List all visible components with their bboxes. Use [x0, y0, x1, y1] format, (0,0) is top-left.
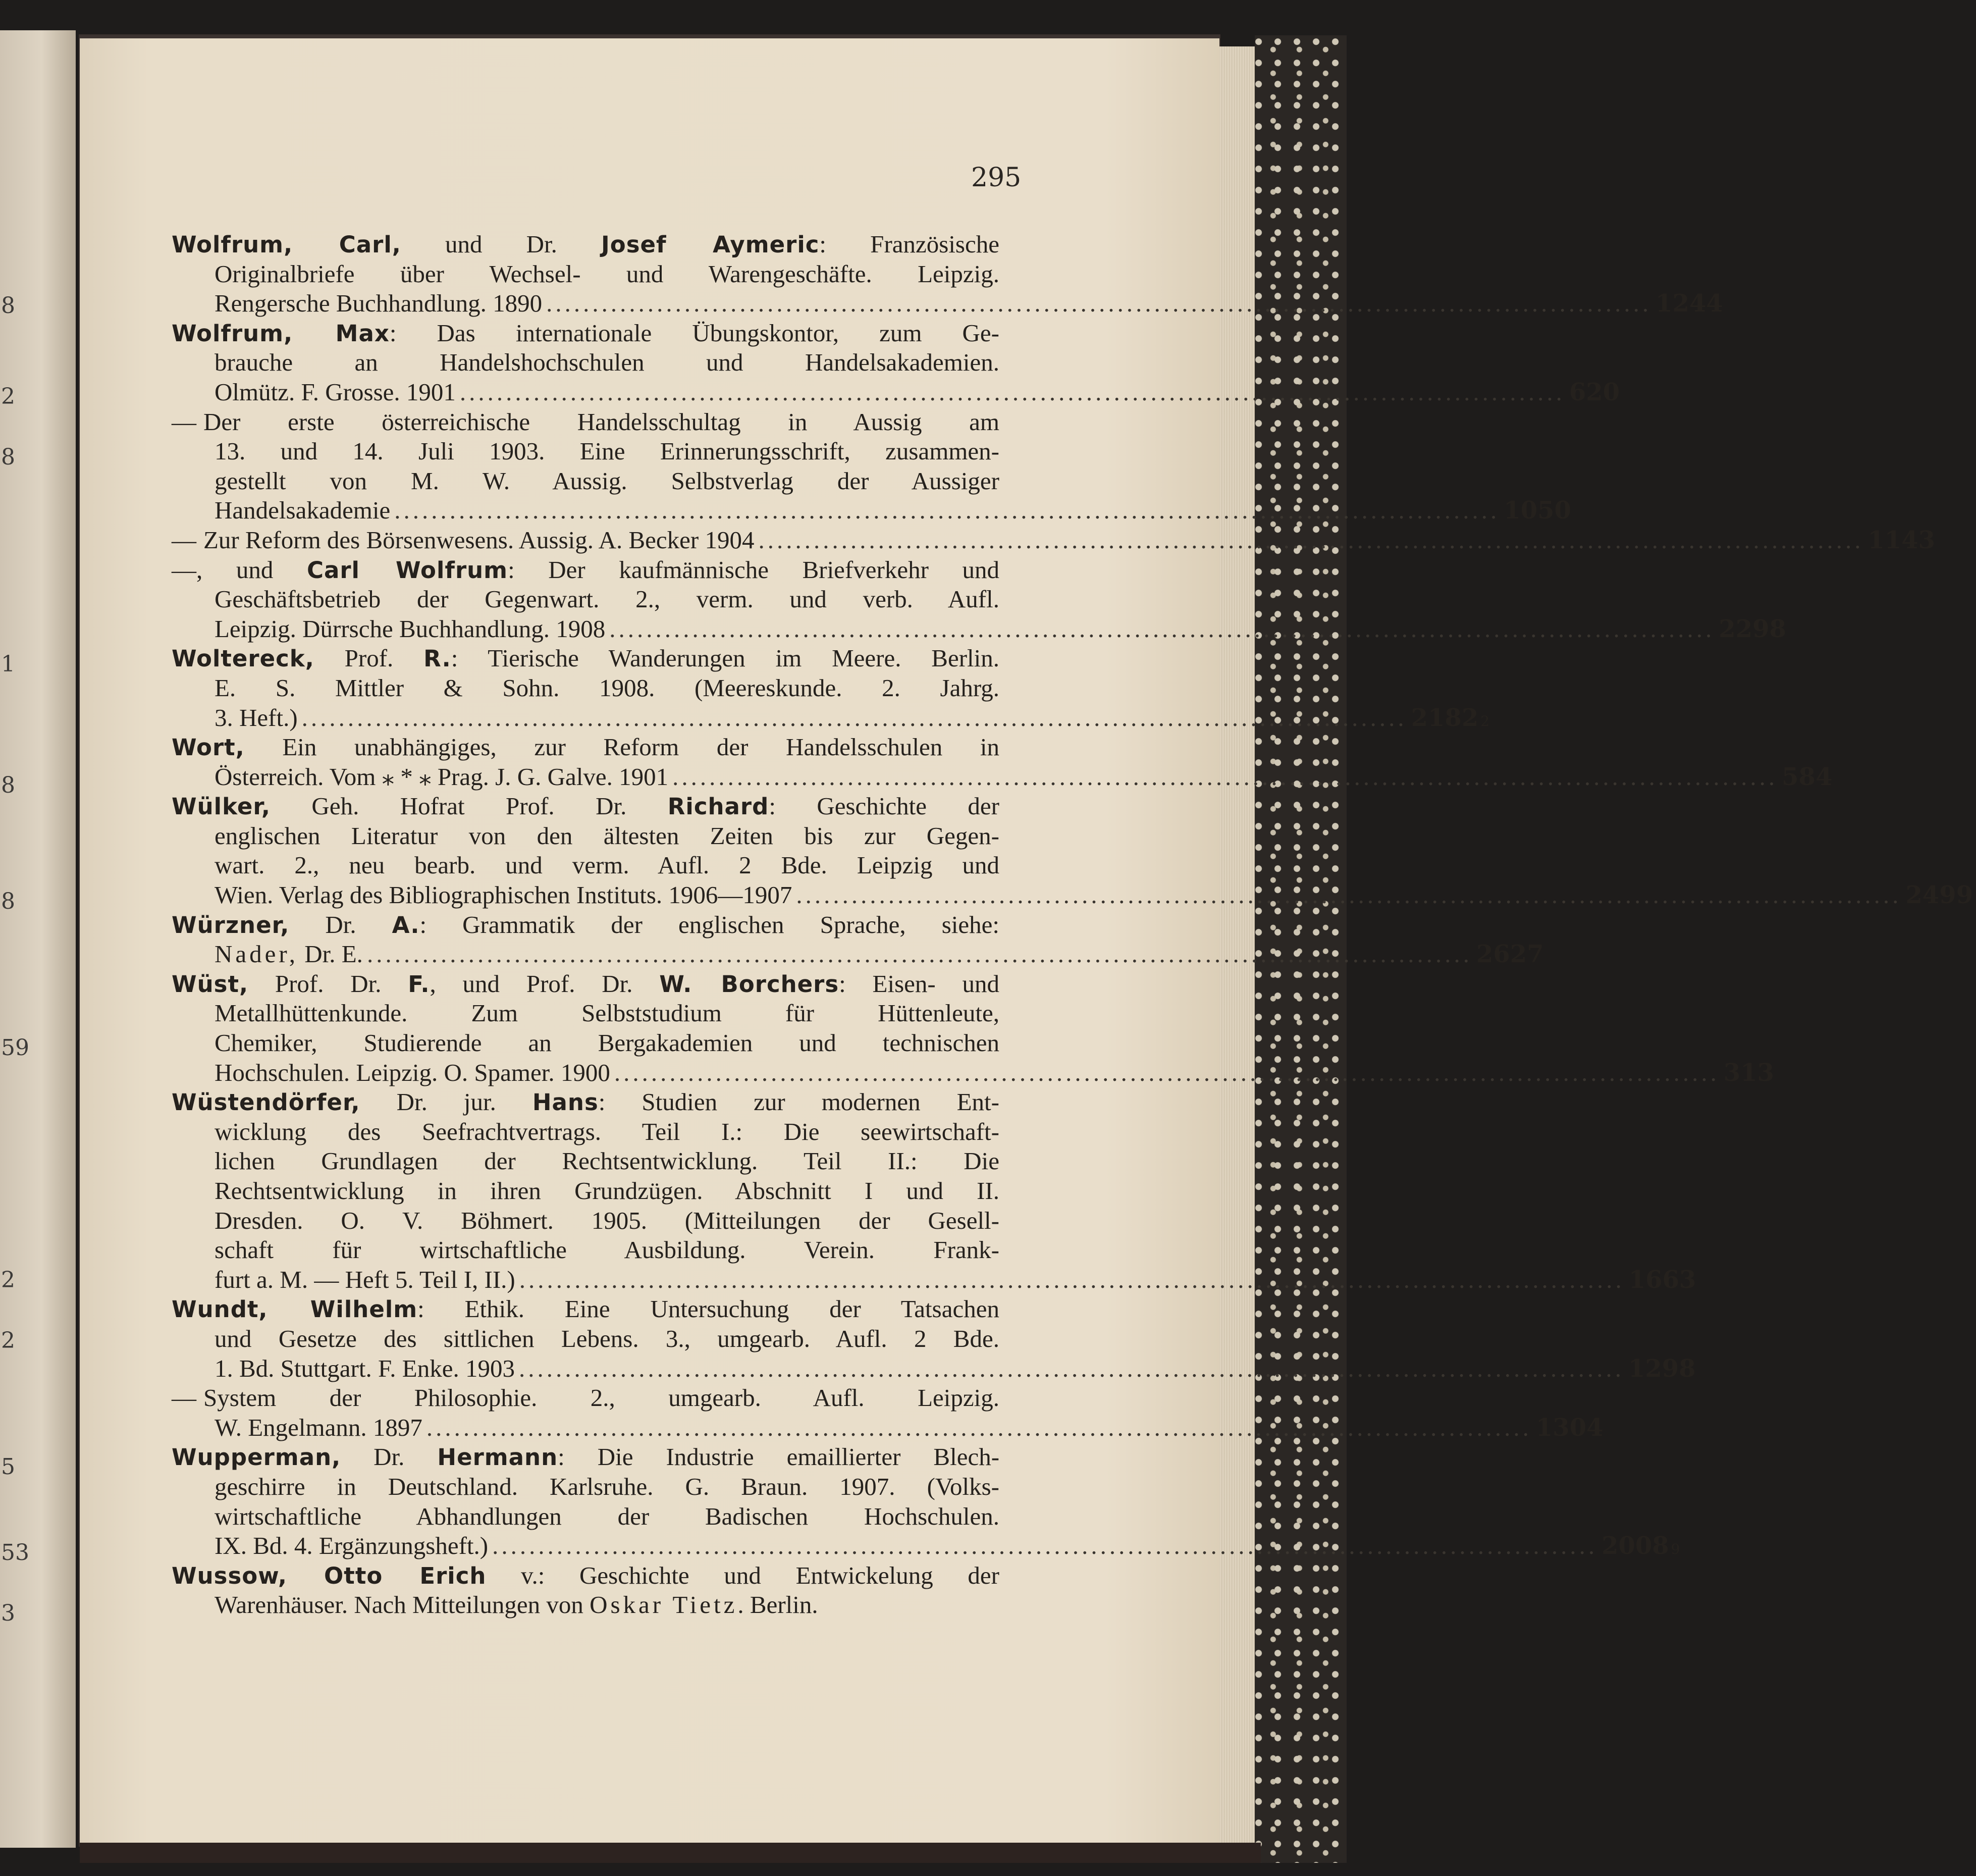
entry-wort — [172, 733, 1833, 792]
entry-last-line: Handelsakademie ........................................................................................................................ 1050 — [172, 496, 999, 526]
leader-dots: ........................................................................................................................ — [519, 1265, 1625, 1293]
catalog-number: 2008 9 — [1601, 1532, 1680, 1560]
entry-line: Originalbriefe über Wechsel- und Warengeschäfte. Leipzig. — [215, 259, 999, 288]
leader-dots: ........................................................................................................................ — [518, 1354, 1624, 1382]
edge-glyph: 5 — [1, 1454, 15, 1480]
entry-last-line: Nader, Dr. E. ........................................................................................................................ 2627 — [172, 940, 999, 969]
entry-wolfrum-carl — [172, 230, 1723, 319]
entry-line: schaft für wirtschaftliche Ausbildung. Verein. Frank- — [215, 1236, 999, 1264]
entry-line: Rechtsentwicklung in ihren Grundzügen. Abschnitt I und II. — [215, 1177, 999, 1205]
entry-line: —, und Carl Wolfrum: Der kaufmännische Briefverkehr und — [172, 555, 999, 584]
leader-dots: ........................................................................................................................ — [426, 1413, 1532, 1441]
entry-last-line: furt a. M. — Heft 5. Teil I, II.) ........................................................................................................................ 1663 — [172, 1265, 999, 1295]
page-number: 295 — [971, 163, 1022, 193]
entry-line: gestellt von M. W. Aussig. Selbstverlag der Aussiger — [215, 466, 999, 495]
catalog-number: 584 — [1782, 762, 1833, 791]
catalog-number: 1663 — [1628, 1265, 1696, 1294]
entry-line: Dresden. O. V. Böhmert. 1905. (Mitteilungen der Gesell- — [215, 1206, 999, 1234]
entry-line: — System der Philosophie. 2., umgearb. Aufl. Leipzig. — [172, 1384, 999, 1412]
entry-last-line: Olmütz. F. Grosse. 1901 ........................................................................................................................ 620 — [172, 378, 999, 407]
entry-last-line: Leipzig. Dürrsche Buchhandlung. 1908 ........................................................................................................................ 2298 — [172, 614, 999, 644]
bibliography-list — [172, 230, 1973, 1620]
entry-handelsschultag — [172, 407, 1571, 526]
entry-line: und Gesetze des sittlichen Lebens. 3., umgearb. Aufl. 2 Bde. — [215, 1324, 999, 1352]
catalog-number: 1050 — [1504, 496, 1571, 525]
entry-line: geschirre in Deutschland. Karlsruhe. G. Braun. 1907. (Volks- — [215, 1472, 999, 1500]
entry-line: lichen Grundlagen der Rechtsentwicklung. Teil II.: Die — [215, 1147, 999, 1175]
entry-line: Wupperman, Dr. Hermann: Die Industrie emaillierter Blech- — [172, 1443, 1000, 1471]
edge-glyph: 3 — [1, 1600, 15, 1626]
edge-glyph: 8 — [1, 444, 15, 470]
entry-last-line: Warenhäuser. Nach Mitteilungen von Oskar Tietz. Berlin. — [215, 1591, 818, 1619]
leader-dots: ........................................................................................................................ — [301, 703, 1407, 732]
edge-glyph: 2 — [1, 384, 15, 409]
entry-wundt-ethik — [172, 1294, 1696, 1383]
entry-wupperman — [172, 1442, 1680, 1560]
entry-line: Chemiker, Studierende an Bergakademien und technischen — [215, 1029, 999, 1057]
entry-wuest — [172, 969, 1775, 1087]
entry-line: Wundt, Wilhelm: Ethik. Eine Untersuchung der Tatsachen — [172, 1295, 999, 1323]
entry-line: Metallhüttenkunde. Zum Selbststudium für Hüttenleute, — [215, 999, 999, 1027]
entry-line: Wussow, Otto Erich v.: Geschichte und Entwickelung der — [172, 1561, 999, 1589]
edge-glyph: 59 — [1, 1035, 29, 1061]
entry-line: Geschäftsbetrieb der Gegenwart. 2., verm. und verb. Aufl. — [215, 585, 999, 613]
entry-line: — Zur Reform des Börsenwesens. Aussig. A. Becker 1904 ........................................................................................................................ 1143 — [172, 526, 999, 555]
entry-line: englischen Literatur von den ältesten Zeiten bis zur Gegen- — [215, 821, 999, 850]
entry-wundt-system — [172, 1383, 1604, 1442]
leader-dots: ........................................................................................................................ — [546, 289, 1652, 318]
catalog-number: 1298 — [1628, 1354, 1696, 1383]
entry-last-line: Wien. Verlag des Bibliographischen Instituts. 1906—1907 ........................................................................................................................ 2499 — [172, 880, 999, 910]
catalog-number: 620 — [1569, 378, 1620, 406]
previous-page-glyphs — [0, 0, 29, 1876]
entry-line: — Der erste österreichische Handelsschultag in Aussig am — [172, 407, 999, 436]
leader-dots: ........................................................................................................................ — [394, 496, 1500, 525]
entry-line: wicklung des Seefrachtvertrags. Teil I.: Die seewirtschaft- — [215, 1117, 999, 1145]
leader-dots: ........................................................................................................................ — [796, 881, 1902, 909]
edge-glyph: 8 — [1, 772, 15, 798]
entry-line: Wolfrum, Max: Das internationale Übungskontor, zum Ge- — [172, 319, 999, 347]
entry-line: 13. und 14. Juli 1903. Eine Erinnerungsschrift, zusammen- — [215, 437, 999, 465]
leader-dots: ........................................................................................................................ — [758, 526, 1864, 554]
leader-dots: ........................................................................................................................ — [609, 614, 1715, 643]
entry-wuestendoerfer — [172, 1087, 1696, 1294]
entry-woltereck — [172, 644, 1490, 733]
entry-line: wart. 2., neu bearb. und verm. Aufl. 2 Bde. Leipzig und — [215, 851, 999, 879]
edge-glyph: 2 — [1, 1267, 15, 1293]
leader-dots: ........................................................................................................................ — [492, 1532, 1598, 1560]
entry-line: Wülker, Geh. Hofrat Prof. Dr. Richard: Geschichte der — [172, 792, 999, 820]
catalog-number: 2499 — [1905, 881, 1973, 910]
entry-wussow — [172, 1561, 999, 1620]
entry-line: Wüst, Prof. Dr. F., und Prof. Dr. W. Borchers: Eisen- und — [172, 969, 1000, 998]
entry-last-line: 3. Heft.) ........................................................................................................................ 2182 2 — [172, 703, 999, 733]
entry-line: Wort, Ein unabhängiges, zur Reform der Handelsschulen in — [172, 733, 999, 761]
catalog-number: 2298 — [1719, 614, 1786, 643]
catalog-number: 1143 — [1867, 526, 1936, 554]
entry-line: brauche an Handelshochschulen und Handelsakademien. — [215, 348, 999, 377]
catalog-number: 2627 — [1476, 940, 1544, 969]
entry-briefverkehr — [172, 555, 1786, 644]
leader-dots: ........................................................................................................................ — [366, 940, 1472, 968]
entry-line: Woltereck, Prof. R.: Tierische Wanderungen im Meere. Berlin. — [172, 644, 1000, 672]
entry-last-line: Hochschulen. Leipzig. O. Spamer. 1900 ........................................................................................................................ 313 — [172, 1058, 999, 1088]
entry-line: Wolfrum, Carl, und Dr. Josef Aymeric: Französische — [172, 230, 1000, 258]
leader-dots: ........................................................................................................................ — [672, 762, 1778, 791]
entry-last-line: 1. Bd. Stuttgart. F. Enke. 1903 ........................................................................................................................ 1298 — [172, 1354, 999, 1384]
entry-line: E. S. Mittler & Sohn. 1908. (Meereskunde. 2. Jahrg. — [215, 673, 999, 702]
edge-glyph: 8 — [1, 889, 15, 914]
catalog-number: 1304 — [1535, 1413, 1604, 1442]
edge-glyph: 53 — [1, 1540, 29, 1566]
entry-last-line: Österreich. Vom ⁎ * ⁎ Prag. J. G. Galve. 1901 ........................................................................................................................ 584 — [172, 762, 999, 792]
leader-dots: ........................................................................................................................ — [614, 1058, 1720, 1086]
edge-glyph: 2 — [1, 1328, 15, 1353]
entry-last-line: Rengersche Buchhandlung. 1890 ........................................................................................................................ 1244 — [172, 289, 999, 319]
edge-glyph: 1 — [1, 651, 15, 677]
catalog-number: 2182 2 — [1411, 703, 1490, 732]
catalog-number: 1244 — [1655, 289, 1723, 318]
catalog-number: 313 — [1723, 1058, 1775, 1087]
entry-last-line: IX. Bd. 4. Ergänzungsheft.) ........................................................................................................................ 2008 9 — [172, 1531, 999, 1561]
entry-line: wirtschaftliche Abhandlungen der Badischen Hochschulen. — [215, 1502, 999, 1530]
edge-glyph: 8 — [1, 293, 15, 319]
entry-wolfrum-max — [172, 319, 1620, 407]
entry-last-line: W. Engelmann. 1897 ........................................................................................................................ 1304 — [172, 1413, 999, 1443]
cover-bottom-edge — [80, 1843, 1261, 1863]
leader-dots: ........................................................................................................................ — [459, 378, 1565, 406]
entry-boersenwesen — [172, 526, 1936, 555]
entry-wuerzner — [172, 910, 1544, 969]
entry-wuelker — [172, 792, 1973, 910]
entry-line: Würzner, Dr. A.: Grammatik der englischen Sprache, siehe: — [172, 910, 999, 939]
entry-line: Wüstendörfer, Dr. jur. Hans: Studien zur modernen Ent- — [172, 1088, 999, 1116]
